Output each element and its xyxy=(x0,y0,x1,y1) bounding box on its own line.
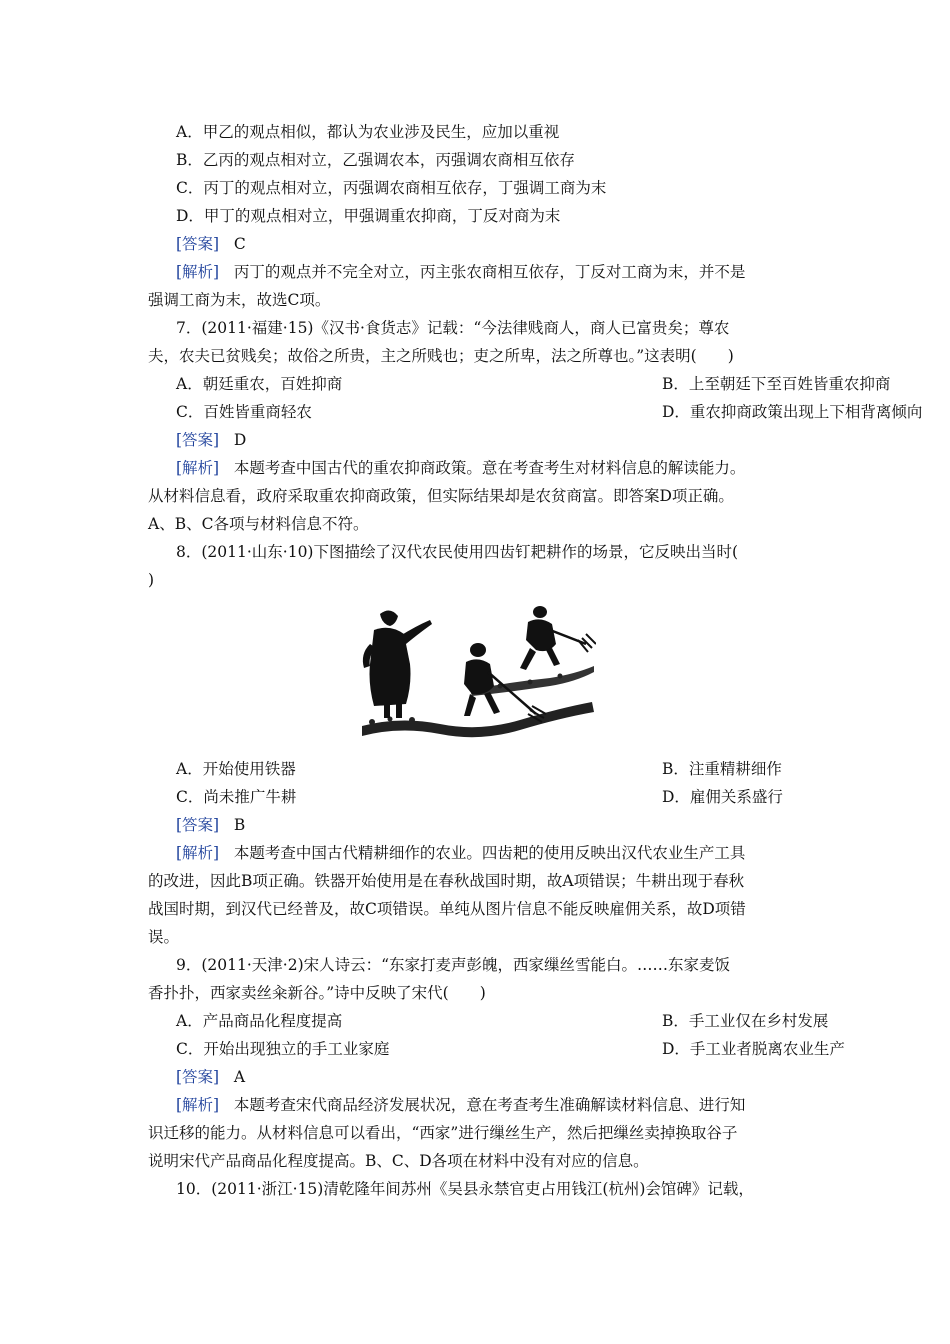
q6-answer-line xyxy=(176,234,856,254)
q8-option-b: B．注重精耕细作 xyxy=(662,760,782,778)
analysis-tag: [解析] xyxy=(176,459,220,477)
q8-analysis-line1 xyxy=(176,843,856,863)
q8-stem-line1: 8．(2011·山东·10)下图描绘了汉代农民使用四齿钉耙耕作的场景，它反映出当时( xyxy=(176,543,739,561)
han-farming-illustration xyxy=(360,604,596,744)
q6-analysis-line2: 强调工商为末，故选C项。 xyxy=(148,291,331,309)
q7-option-c: C．百姓皆重商轻农 xyxy=(176,403,312,421)
q9-option-d: D．手工业者脱离农业生产 xyxy=(662,1040,845,1058)
analysis-tag: [解析] xyxy=(176,263,220,281)
analysis-text: 丙丁的观点并不完全对立，丙主张农商相互依存，丁反对工商为末，并不是 xyxy=(233,263,746,281)
q9-analysis-line2: 识迁移的能力。从材料信息可以看出，“西家”进行缫丝生产，然后把缫丝卖掉换取谷子 xyxy=(148,1124,738,1142)
q8-options-row2 xyxy=(176,787,856,807)
analysis-tag: [解析] xyxy=(176,844,220,862)
q8-analysis-line3: 战国时期，到汉代已经普及，故C项错误。单纯从图片信息不能反映雇佣关系，故D项错 xyxy=(148,900,746,918)
q9-analysis-line1 xyxy=(176,1095,856,1115)
q7-analysis-line2: 从材料信息看，政府采取重农抑商政策，但实际结果却是农贫商富。即答案D项正确。 xyxy=(148,487,734,505)
q7-stem-line1: 7．(2011·福建·15)《汉书·食货志》记载：“今法律贱商人，商人已富贵矣；尊农 xyxy=(176,319,730,337)
q9-option-b: B．手工业仅在乡村发展 xyxy=(662,1012,829,1030)
q8-option-d: D．雇佣关系盛行 xyxy=(662,788,783,806)
q9-options-row2 xyxy=(176,1039,856,1059)
analysis-tag: [解析] xyxy=(176,1096,220,1114)
q6-option-c: C．丙丁的观点相对立，丙强调农商相互依存，丁强调工商为末 xyxy=(176,179,607,197)
answer-value: A xyxy=(233,1068,246,1086)
q8-options-row1 xyxy=(176,759,856,779)
q7-options-row2 xyxy=(176,402,923,422)
analysis-text: 本题考查中国古代精耕细作的农业。四齿耙的使用反映出汉代农业生产工具 xyxy=(233,844,746,862)
q8-analysis-line4: 误。 xyxy=(148,928,180,946)
q9-answer-line xyxy=(176,1067,856,1087)
q10-stem-line1: 10．(2011·浙江·15)清乾隆年间苏州《吴县永禁官吏占用钱江(杭州)会馆碑》记载， xyxy=(176,1180,754,1198)
answer-tag: [答案] xyxy=(176,431,220,449)
answer-value: C xyxy=(233,235,246,253)
q8-option-c: C．尚未推广牛耕 xyxy=(176,788,297,806)
q9-analysis-line3: 说明宋代产品商品化程度提高。B、C、D各项在材料中没有对应的信息。 xyxy=(148,1152,649,1170)
analysis-text: 本题考查中国古代的重农抑商政策。意在考查考生对材料信息的解读能力。 xyxy=(233,459,746,477)
q9-option-c: C．开始出现独立的手工业家庭 xyxy=(176,1040,390,1058)
q7-stem-line2: 夫，农夫已贫贱矣；故俗之所贵，主之所贱也；吏之所卑，法之所尊也。”这表明( ) xyxy=(148,347,734,365)
answer-tag: [答案] xyxy=(176,235,220,253)
q7-analysis-line1 xyxy=(176,458,856,478)
q7-options-row1 xyxy=(176,374,891,394)
q6-analysis-line1 xyxy=(176,262,856,282)
q7-option-a: A．朝廷重农，百姓抑商 xyxy=(176,375,343,393)
q7-analysis-line3: A、B、C各项与材料信息不符。 xyxy=(148,515,369,533)
q8-answer-line xyxy=(176,815,856,835)
q7-answer-line xyxy=(176,430,856,450)
q7-option-d: D．重农抑商政策出现上下相背离倾向 xyxy=(662,403,923,421)
q8-analysis-line2: 的改进，因此B项正确。铁器开始使用是在春秋战国时期，故A项错误；牛耕出现于春秋 xyxy=(148,872,745,890)
q6-option-a: A．甲乙的观点相似，都认为农业涉及民生，应加以重视 xyxy=(176,123,560,141)
q9-stem-line1: 9．(2011·天津·2)宋人诗云：“东家打麦声彭魄，西家缫丝雪能白。……东家麦饭 xyxy=(176,956,731,974)
q9-options-row1 xyxy=(176,1011,856,1031)
answer-tag: [答案] xyxy=(176,816,220,834)
q9-option-a: A．产品商品化程度提高 xyxy=(176,1012,343,1030)
answer-tag: [答案] xyxy=(176,1068,220,1086)
q8-stem-line2: ) xyxy=(148,571,155,589)
analysis-text: 本题考查宋代商品经济发展状况，意在考查考生准确解读材料信息、进行知 xyxy=(233,1096,746,1114)
q8-option-a: A．开始使用铁器 xyxy=(176,760,296,778)
q6-option-d: D．甲丁的观点相对立，甲强调重农抑商，丁反对商为末 xyxy=(176,207,561,225)
q9-stem-line2: 香扑扑，西家卖丝籴新谷。”诗中反映了宋代( ) xyxy=(148,984,486,1002)
q6-option-b: B．乙丙的观点相对立，乙强调农本，丙强调农商相互依存 xyxy=(176,151,575,169)
answer-value: D xyxy=(233,431,247,449)
answer-value: B xyxy=(233,816,246,834)
q7-option-b: B．上至朝廷下至百姓皆重农抑商 xyxy=(662,375,891,393)
